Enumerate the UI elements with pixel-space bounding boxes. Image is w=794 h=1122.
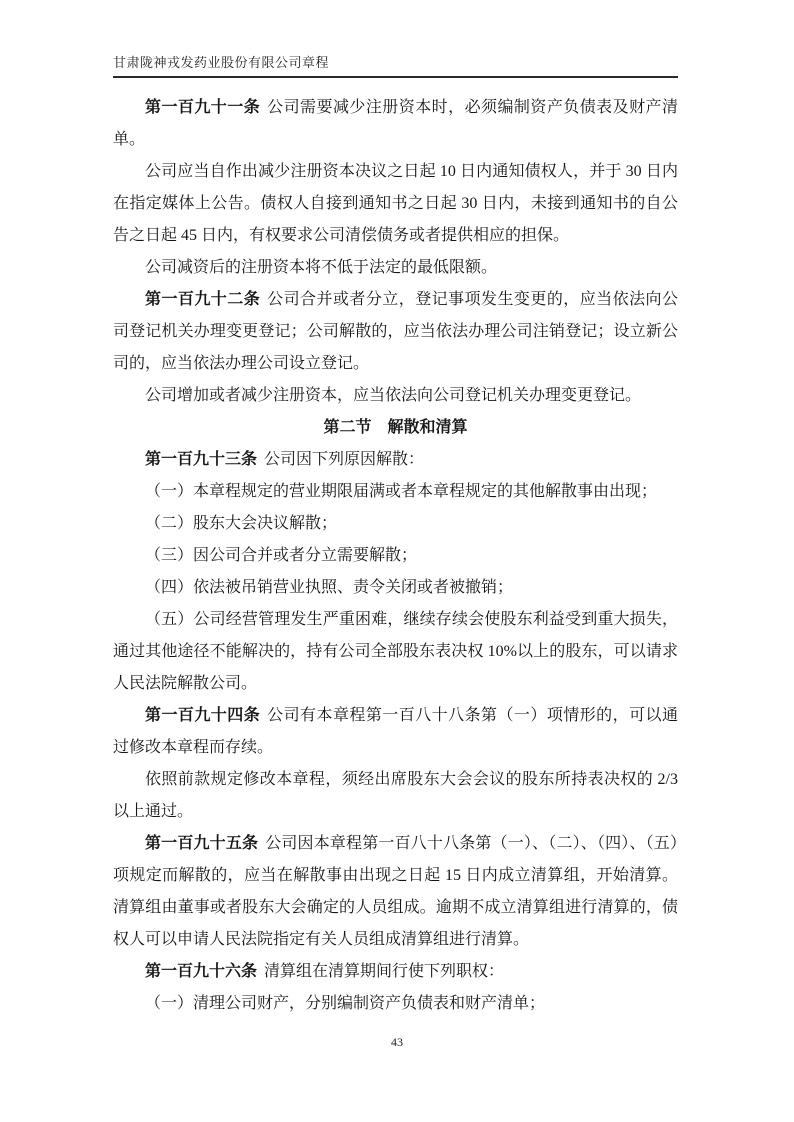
article-paragraph: [113, 828, 678, 956]
article-number: 第一百九十三条: [145, 451, 258, 468]
paragraph-text: 公司因本章程第一百八十八条第（一）、（二）、（四）、（五）项规定而解散的，应当在解散事由出现之日起 15 日内成立清算组，开始清算。清算组由董事或者股东大会确定的人员组成。逾期不成立清算组进行清算的，债权人可以申请人民法院指定有关人员组成清算组进行清算。: [113, 835, 678, 948]
paragraph-text: （一）本章程规定的营业期限届满或者本章程规定的其他解散事由出现；: [145, 483, 658, 500]
article-number: 第一百九十二条: [145, 291, 261, 308]
article-paragraph: [113, 284, 678, 380]
body-paragraph: [113, 380, 678, 412]
article-paragraph: [113, 700, 678, 764]
article-paragraph: [113, 444, 678, 476]
paragraph-text: （三）因公司合并或者分立需要解散；: [145, 547, 418, 564]
paragraph-text: （一）清理公司财产，分别编制资产负债表和财产清单；: [145, 995, 546, 1012]
paragraph-text: 公司有本章程第一百八十八条第（一）项情形的，可以通过修改本章程而存续。: [113, 707, 678, 756]
paragraph-text: 公司应当自作出减少注册资本决议之日起 10 日内通知债权人，并于 30 日内在指定媒体上公告。债权人自接到通知书之日起 30 日内，未接到通知书的自公告之日起 45 日内，有权要求公司清偿债务或者提供相应的担保。: [113, 163, 678, 244]
body-paragraph: [113, 764, 678, 828]
paragraph-text: 公司合并或者分立，登记事项发生变更的，应当依法向公司登记机关办理变更登记；公司解散的，应当依法办理公司注销登记；设立新公司的，应当依法办理公司设立登记。: [113, 291, 678, 372]
page-number: 43: [391, 1035, 403, 1049]
document-body: [113, 92, 678, 1020]
paragraph-text: （四）依法被吊销营业执照、责令关闭或者被撤销；: [145, 579, 514, 596]
body-paragraph: [113, 604, 678, 700]
article-number: 第一百九十一条: [145, 99, 261, 116]
paragraph-text: 依照前款规定修改本章程，须经出席股东大会会议的股东所持表决权的 2/3 以上通过。: [113, 771, 678, 820]
body-paragraph: [113, 156, 678, 252]
body-paragraph: [113, 476, 678, 508]
body-paragraph: [113, 988, 678, 1020]
section-heading: [113, 412, 678, 444]
document-header: [113, 52, 678, 78]
body-paragraph: [113, 508, 678, 540]
paragraph-text: 公司减资后的注册资本将不低于法定的最低限额。: [145, 259, 498, 276]
section-number: 第二节: [323, 419, 372, 436]
paragraph-text: 清算组在清算期间行使下列职权：: [264, 963, 505, 980]
paragraph-text: 公司需要减少注册资本时，必须编制资产负债表及财产清单。: [113, 99, 678, 148]
body-paragraph: [113, 252, 678, 284]
page-footer: [0, 1035, 794, 1050]
article-number: 第一百九十五条: [145, 835, 259, 852]
document-header-title: 甘肃陇神戎发药业股份有限公司章程: [113, 55, 330, 70]
body-paragraph: [113, 572, 678, 604]
section-title: 解散和清算: [387, 419, 468, 436]
article-number: 第一百九十四条: [145, 707, 261, 724]
article-paragraph: [113, 92, 678, 156]
body-paragraph: [113, 540, 678, 572]
paragraph-text: 公司因下列原因解散：: [264, 451, 425, 468]
article-paragraph: [113, 956, 678, 988]
paragraph-text: （二）股东大会决议解散；: [145, 515, 338, 532]
article-number: 第一百九十六条: [145, 963, 258, 980]
paragraph-text: 公司增加或者减少注册资本，应当依法向公司登记机关办理变更登记。: [145, 387, 642, 404]
paragraph-text: （五）公司经营管理发生严重困难，继续存续会使股东利益受到重大损失，通过其他途径不能解决的，持有公司全部股东表决权 10%以上的股东，可以请求人民法院解散公司。: [113, 611, 678, 692]
